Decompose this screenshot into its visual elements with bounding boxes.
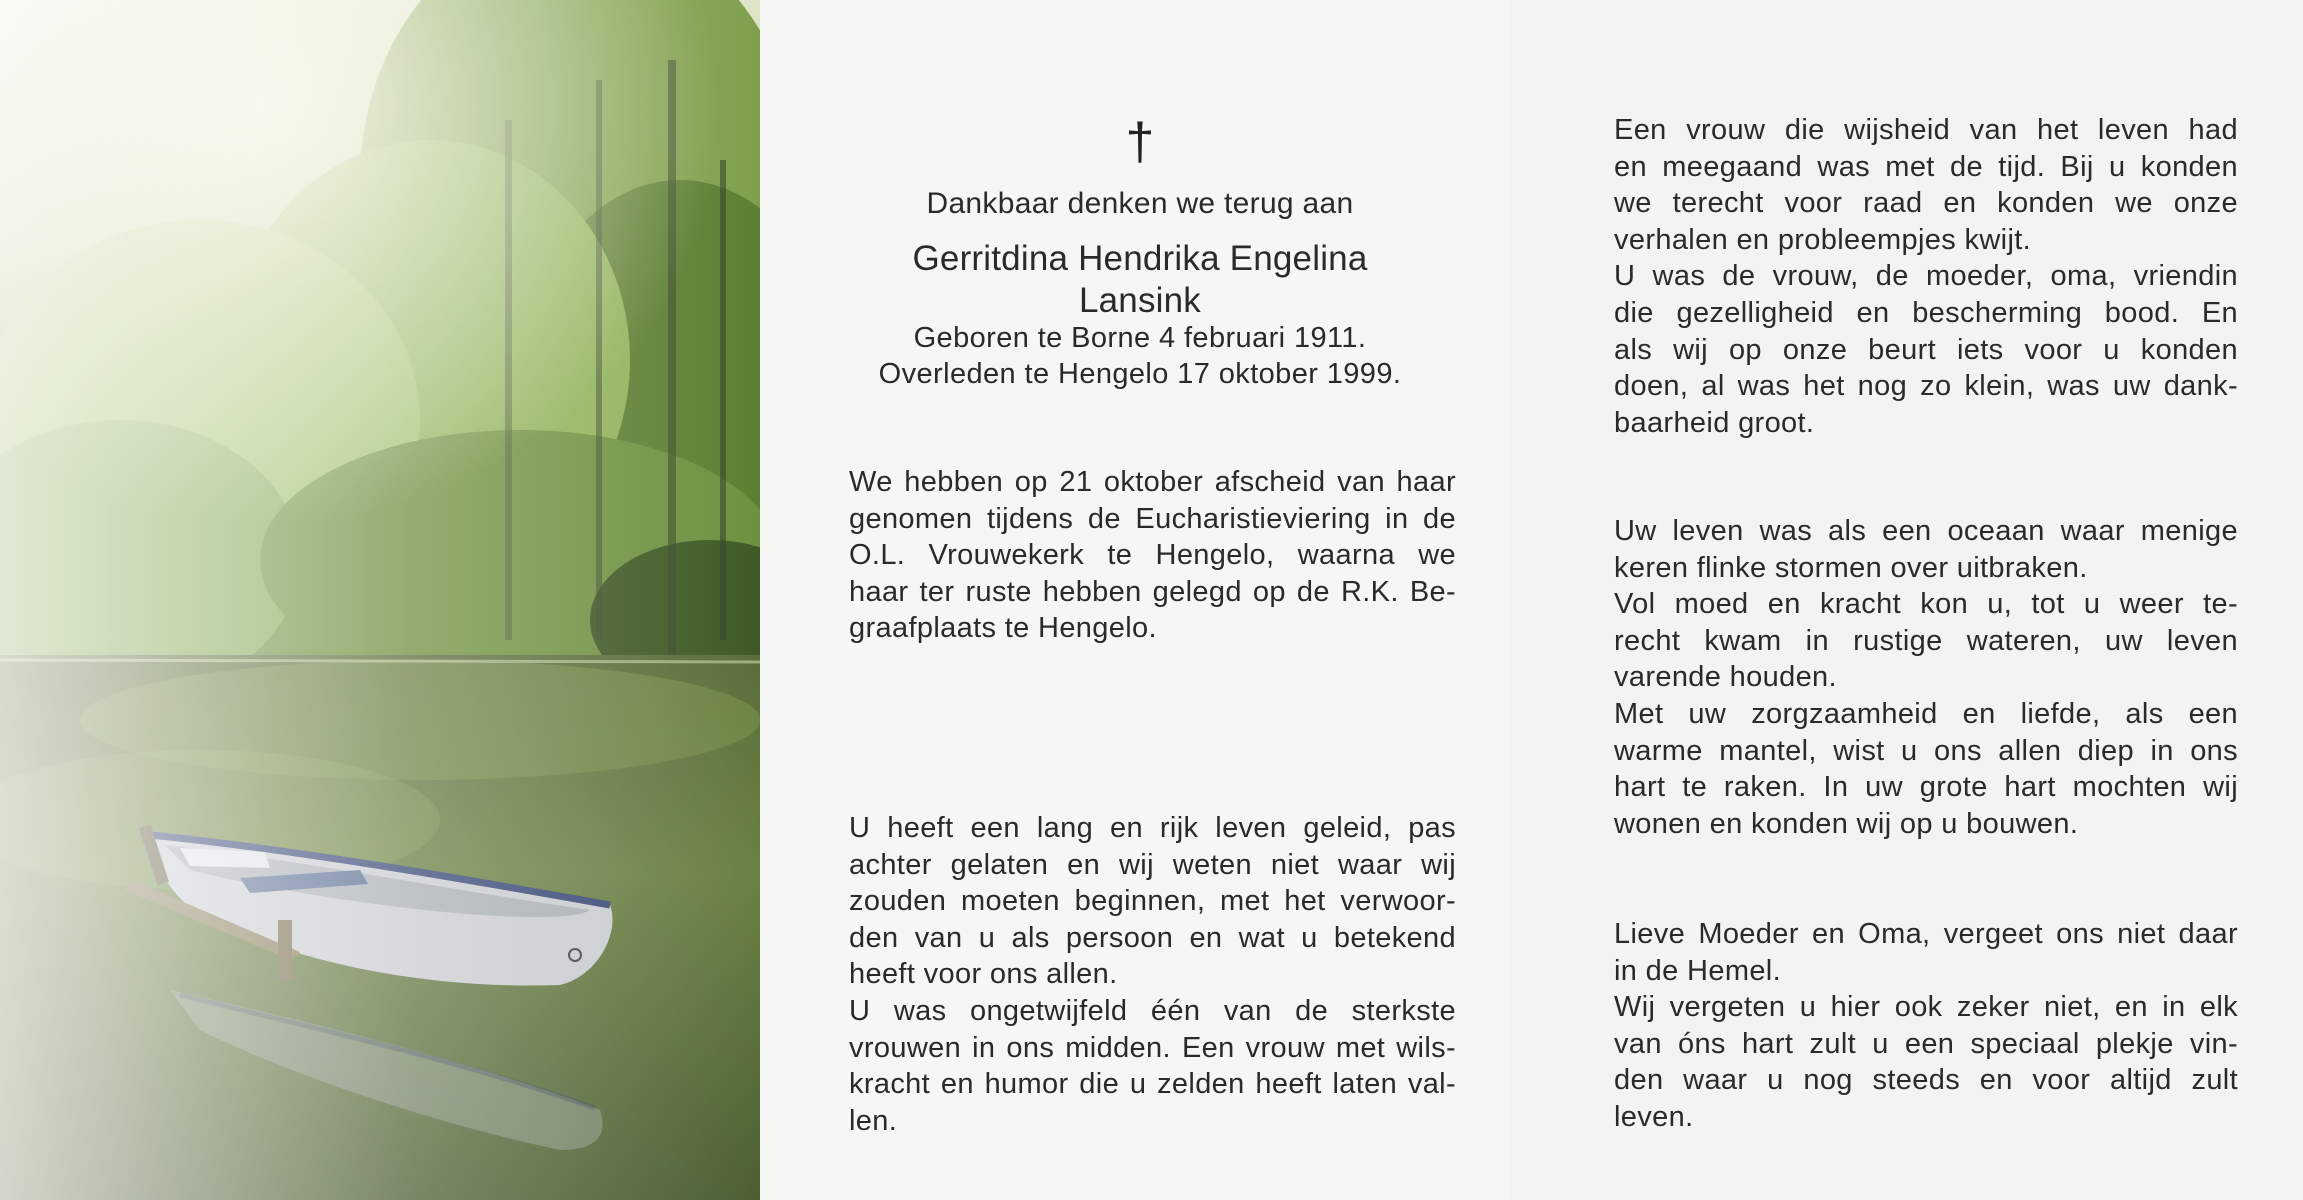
text-line: graafplaats te Hengelo. (849, 612, 1157, 645)
text-line: U heeft een lang en rijk leven geleid, pas (849, 812, 1456, 844)
funeral-paragraph (849, 464, 1456, 647)
text-line: we terecht voor raad en konden we onze (1614, 187, 2238, 220)
text-line: Lieve Moeder en Oma, vergeet ons niet daar (1614, 918, 2238, 950)
text-line: U was de vrouw, de moeder, oma, vriendin (1614, 260, 2238, 293)
text-line: Vol moed en kracht kon u, tot u weer te- (1614, 588, 2238, 621)
text-line: genomen tijdens de Eucharistieviering in de (849, 502, 1456, 535)
text-line: den waar u nog steeds en voor altijd zult (1614, 1064, 2238, 1097)
life-dates (860, 320, 1420, 392)
text-line: baarheid groot. (1614, 406, 1815, 439)
text-line: als wij op onze beurt iets voor u konden (1614, 333, 2238, 366)
intro-line: Dankbaar denken we terug aan (926, 187, 1354, 220)
text-line: van óns hart zult u een speciaal plekje vin- (1614, 1027, 2238, 1060)
text-line: zouden moeten beginnen, met het verwoor- (849, 885, 1456, 918)
text-line: recht kwam in rustige wateren, uw leven (1614, 624, 2238, 657)
text-line: verhalen en probleempjes kwijt. (1614, 223, 2032, 256)
text-line: O.L. Vrouwekerk te Hengelo, waarna we (849, 539, 1456, 572)
text-line: en meegaand was met de tijd. Bij u konden (1614, 150, 2238, 183)
text-line: die gezelligheid en bescherming bood. En (1614, 296, 2238, 329)
text-line: heeft voor ons allen. (849, 958, 1118, 991)
text-line: varende houden. (1614, 661, 1837, 694)
life-paragraph (849, 810, 1456, 1139)
text-line: kracht en humor die u zelden heeft laten val- (849, 1068, 1456, 1101)
cross-icon: † (1125, 113, 1155, 171)
text-line: warme mantel, wist u ons allen diep in ons (1614, 734, 2238, 767)
middle-panel (760, 0, 1510, 1200)
text-line: We hebben op 21 oktober afscheid van haar (849, 466, 1456, 498)
farewell-paragraph (1614, 916, 2238, 1136)
text-line: haar ter ruste hebben gelegd op de R.K. Be- (849, 575, 1456, 608)
text-line: achter gelaten en wij weten niet waar wij (849, 848, 1456, 881)
text-line: Met uw zorgzaamheid en liefde, als een (1614, 697, 2238, 730)
text-line: Een vrouw die wijsheid van het leven had (1614, 114, 2238, 146)
text-line: keren flinke stormen over uitbraken. (1614, 551, 2088, 584)
death-line: Overleden te Hengelo 17 oktober 1999. (878, 358, 1402, 390)
text-line: len. (849, 1104, 898, 1137)
right-panel (1510, 0, 2303, 1200)
text-line: wonen en konden wij op u bouwen. (1614, 807, 2079, 840)
wisdom-paragraph (1614, 112, 2238, 441)
text-line: vrouwen in ons midden. Een vrouw met wils- (849, 1031, 1456, 1064)
text-line: in de Hemel. (1614, 954, 1781, 987)
rowboat-on-pond-icon (0, 0, 760, 1200)
ocean-paragraph (1614, 513, 2238, 842)
text-line: doen, al was het nog zo klein, was uw dank- (1614, 370, 2238, 403)
text-line: hart te raken. In uw grote hart mochten wij (1614, 771, 2238, 804)
deceased-name: Gerritdina Hendrika Engelina Lansink (912, 239, 1368, 320)
text-line: Uw leven was als een oceaan waar menige (1614, 515, 2238, 547)
text-line: Wij vergeten u hier ook zeker niet, en in elk (1614, 991, 2238, 1024)
memorial-photo (0, 0, 760, 1200)
text-line: den van u als persoon en wat u betekend (849, 921, 1456, 954)
birth-line: Geboren te Borne 4 februari 1911. (913, 322, 1367, 354)
text-line: leven. (1614, 1100, 1694, 1133)
text-line: U was ongetwijfeld één van de sterkste (849, 994, 1456, 1027)
